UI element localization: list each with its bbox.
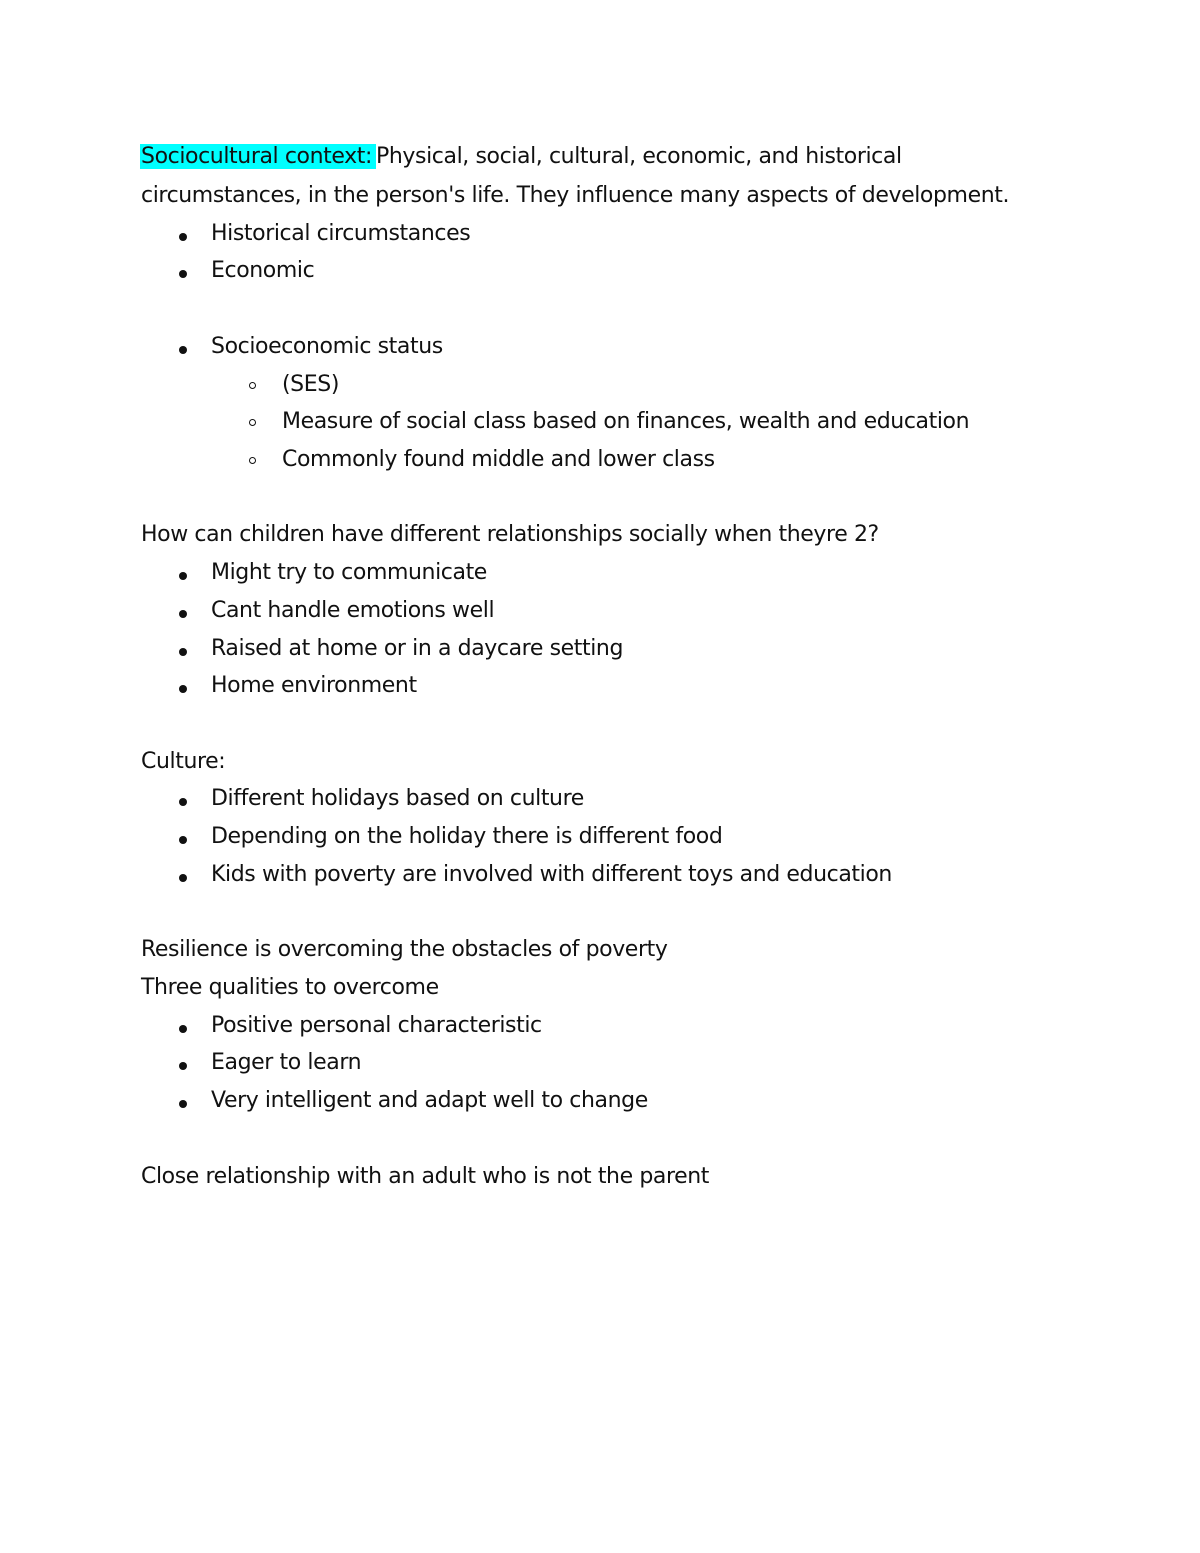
highlighted-term: Sociocultural context: [140, 144, 376, 169]
bullet-icon [179, 270, 187, 278]
bullet-icon [179, 1062, 187, 1070]
list-item: Different holidays based on culture [211, 786, 584, 811]
resilience-line-2: Three qualities to overcome [141, 975, 439, 1000]
closing-line: Close relationship with an adult who is not the parent [141, 1164, 710, 1189]
bullet-icon [179, 1025, 187, 1033]
bullet-icon [179, 874, 187, 882]
hollow-bullet-icon [249, 382, 256, 389]
intro-line-1 [141, 138, 902, 176]
list-item: Might try to communicate [211, 560, 487, 585]
question-heading: How can children have different relationships socially when theyre 2? [141, 522, 879, 547]
intro-line-2: circumstances, in the person's life. They influence many aspects of development. [141, 183, 1010, 208]
hollow-bullet-icon [249, 419, 256, 426]
list-item: Eager to learn [211, 1050, 362, 1075]
list-item: Home environment [211, 673, 417, 698]
list-item: Economic [211, 258, 315, 283]
list-item: Very intelligent and adapt well to change [211, 1088, 648, 1113]
list-item: Cant handle emotions well [211, 598, 495, 623]
sub-list-item: Measure of social class based on finances, wealth and education [282, 409, 970, 434]
bullet-icon [179, 1100, 187, 1108]
culture-heading: Culture: [141, 749, 226, 774]
list-item: Socioeconomic status [211, 334, 443, 359]
resilience-line-1: Resilience is overcoming the obstacles of poverty [141, 937, 668, 962]
bullet-icon [179, 233, 187, 241]
sub-list-item: Commonly found middle and lower class [282, 447, 715, 472]
bullet-icon [179, 836, 187, 844]
bullet-icon [179, 798, 187, 806]
bullet-icon [179, 572, 187, 580]
list-item: Raised at home or in a daycare setting [211, 636, 624, 661]
bullet-icon [179, 648, 187, 656]
list-item: Depending on the holiday there is different food [211, 824, 723, 849]
bullet-icon [179, 346, 187, 354]
sub-list-item: (SES) [282, 372, 339, 397]
bullet-icon [179, 610, 187, 618]
list-item: Positive personal characteristic [211, 1013, 542, 1038]
bullet-icon [179, 685, 187, 693]
list-item: Historical circumstances [211, 221, 471, 246]
hollow-bullet-icon [249, 457, 256, 464]
definition-text: Physical, social, cultural, economic, and historical [375, 144, 902, 169]
list-item: Kids with poverty are involved with different toys and education [211, 862, 892, 887]
